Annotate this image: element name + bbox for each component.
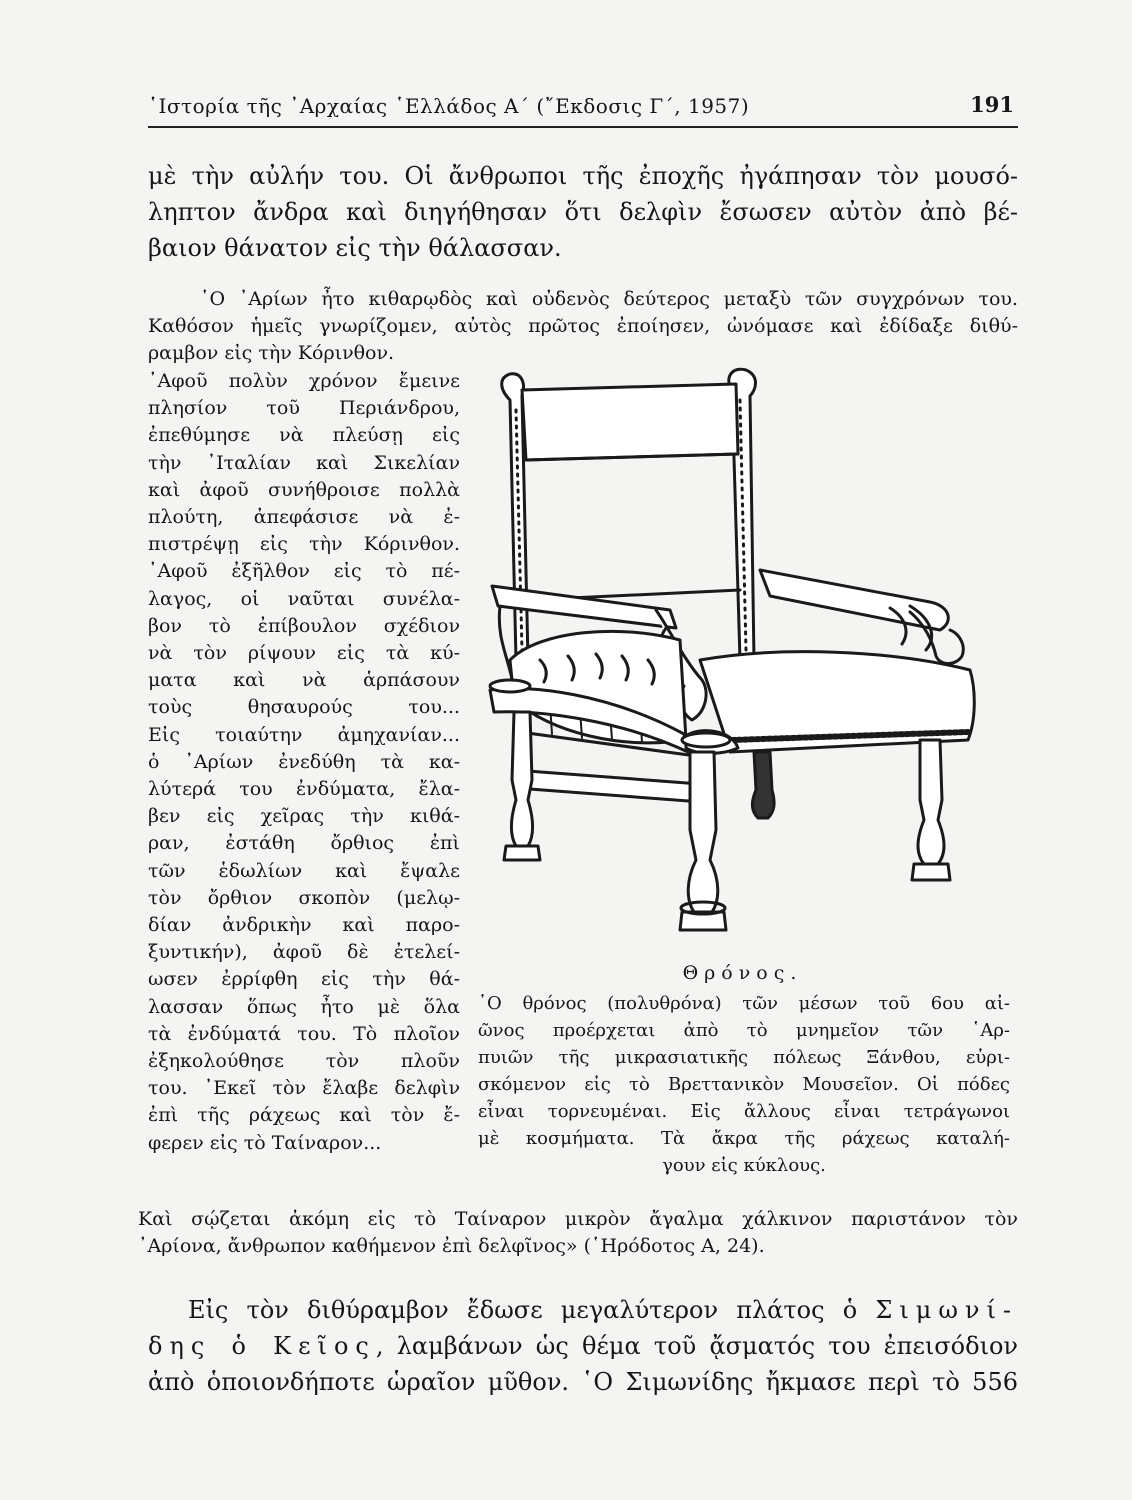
person-name: Σιμωνί- (875, 1296, 1018, 1324)
text-line: τὴν ᾿Ιταλίαν καὶ Σικελίαν (148, 451, 460, 474)
person-name: δης ὁ Κεῖος (148, 1332, 376, 1360)
text-line: ραν, ἐστάθη ὄρθιος ἐπὶ (148, 832, 460, 855)
text-line: βεν εἰς χεῖρας τὴν κιθά- (148, 805, 460, 828)
text-line: πλούτη, ἀπεφάσισε νὰ ἐ- (148, 506, 460, 529)
text-line: ᾿Αρίονα, ἄνθρωπον καθήμενον ἐπὶ δελφῖνος» (῾Ηρόδοτος Α, 24). (138, 1235, 765, 1257)
text-line: Καθόσον ἡμεῖς γνωρίζομεν, αὐτὸς πρῶτος ἐποίησεν, ὠνόμασε καὶ ἐδίδαξε διθύ- (148, 315, 1018, 337)
page-number: 191 (970, 92, 1014, 117)
caption-line: ῾Ο θρόνος (πολυθρόνα) τῶν μέσων τοῦ 6ου αἰ- (478, 993, 1010, 1014)
text-line: ᾿Αφοῦ ἐξῆλθον εἰς τὸ πέ- (148, 560, 460, 583)
text-line: ωσεν ἐρρίφθη εἰς τὴν θά- (148, 968, 460, 991)
caption-line: ῶνος προέρχεται ἀπὸ τὸ μνημεῖον τῶν ῾Αρ- (478, 1020, 1010, 1041)
text-line: τοὺς θησαυρούς του... (148, 696, 460, 719)
quote-ending (138, 1206, 1018, 1260)
text-line: ῾Ο ᾿Αρίων ἦτο κιθαρῳδὸς καὶ οὐδενὸς δεύτερος μεταξὺ τῶν συγχρόνων του. (200, 288, 1018, 310)
text-line: νὰ τὸν ρίψουν εἰς τὰ κύ- (148, 642, 460, 665)
running-title: ῾Ιστορία τῆς ᾿Αρχαίας ῾Ελλάδος Α΄ (῎Εκδοσις Γ΄, 1957) (148, 94, 750, 118)
text-line: τὸν ὄρθιον σκοπὸν (μελῳ- (148, 886, 460, 909)
throne-illustration (470, 360, 1015, 960)
text-line: ἐπεθύμησε νὰ πλεύσῃ εἰς (148, 424, 460, 447)
caption-line: πυιῶν τῆς μικρασιατικῆς πόλεως Ξάνθου, εὑρι- (478, 1047, 1010, 1068)
figure-title: Θρόνος. (682, 962, 803, 984)
text-line: ἐξηκολούθησε τὸν πλοῦν (148, 1050, 460, 1073)
text-line: ματα καὶ νὰ ἁρπάσουν (148, 669, 460, 692)
text-line: λύτερά του ἐνδύματα, ἔλα- (148, 778, 460, 801)
text-line: του. ᾿Εκεῖ τὸν ἔλαβε δελφὶν (148, 1077, 460, 1100)
text-line: ὁ ᾿Αρίων ἐνεδύθη τὰ κα- (148, 750, 460, 773)
figure-caption (478, 990, 1010, 1179)
text-line: δίαν ἀνδρικὴν καὶ παρο- (148, 914, 460, 937)
quote-column (148, 368, 460, 1157)
text-line (148, 1292, 1018, 1328)
text-line: βον τὸ ἐπίβουλον σχέδιον (148, 614, 460, 637)
text-run: , λαμβάνων ὡς θέμα τοῦ ᾄσματός του ἐπεισόδιον (375, 1332, 1019, 1360)
text-line: τῶν ἑδωλίων καὶ ἔψαλε (148, 859, 460, 882)
quote-intro (148, 286, 1018, 367)
text-run: Εἰς τὸν διθύραμβον ἔδωσε μεγαλύτερον πλάτος ὁ (188, 1296, 876, 1324)
text-line: ραμβον εἰς τὴν Κόρινθον. (148, 342, 395, 364)
text-line: Καὶ σῴζεται ἀκόμη εἰς τὸ Ταίναρον μικρὸν ἄγαλμα χάλκινον παριστάνον τὸν (138, 1208, 1018, 1230)
text-line: ξυντικήν), ἀφοῦ δὲ ἐτελεί- (148, 941, 460, 964)
text-line: λαγος, οἱ ναῦται συνέλα- (148, 587, 460, 610)
caption-line: σκόμενον εἰς τὸ Βρεττανικὸν Μουσεῖον. Οἱ πόδες (478, 1074, 1010, 1095)
text-line: πιστρέψῃ εἰς τὴν Κόρινθον. (148, 533, 460, 556)
text-line: πλησίον τοῦ Περιάνδρου, (148, 397, 460, 420)
caption-line: γουν εἰς κύκλους. (662, 1155, 826, 1176)
text-line: τὰ ἐνδύματά του. Τὸ πλοῖον (148, 1022, 460, 1045)
running-header (148, 92, 1018, 128)
text-line: μὲ τὴν αὐλήν του. Οἱ ἄνθρωποι τῆς ἐποχῆς ἠγάπησαν τὸν μουσό- (148, 162, 1018, 190)
main-paragraph-top (148, 158, 1018, 266)
text-line: ἀπὸ ὁποιονδήποτε ὡραῖον μῦθον. ῾Ο Σιμωνίδης ἤκμασε περὶ τὸ 556 (148, 1368, 1018, 1396)
caption-line: μὲ κοσμήματα. Τὰ ἄκρα τῆς ράχεως καταλή- (478, 1128, 1010, 1149)
main-paragraph-bottom (148, 1292, 1018, 1400)
text-line: βαιον θάνατον εἰς τὴν θάλασσαν. (148, 234, 562, 262)
text-line: ᾿Αφοῦ πολὺν χρόνον ἔμεινε (148, 370, 460, 392)
text-line: φερεν εἰς τὸ Ταίναρον... (148, 1131, 382, 1154)
text-line: Εἰς τοιαύτην ἀμηχανίαν... (148, 723, 460, 746)
text-line: ληπτον ἄνδρα καὶ διηγήθησαν ὅτι δελφὶν ἔσωσεν αὐτὸν ἀπὸ βέ- (148, 198, 1018, 226)
caption-line: εἶναι τορνευμέναι. Εἰς ἄλλους εἶναι τετράγωνοι (478, 1101, 1010, 1122)
text-line: καὶ ἀφοῦ συνήθροισε πολλὰ (148, 478, 460, 501)
text-line: λασσαν ὅπως ἦτο μὲ ὅλα (148, 995, 460, 1018)
text-line (148, 1328, 1018, 1364)
text-line: ἐπὶ τῆς ράχεως καὶ τὸν ἔ- (148, 1104, 460, 1127)
